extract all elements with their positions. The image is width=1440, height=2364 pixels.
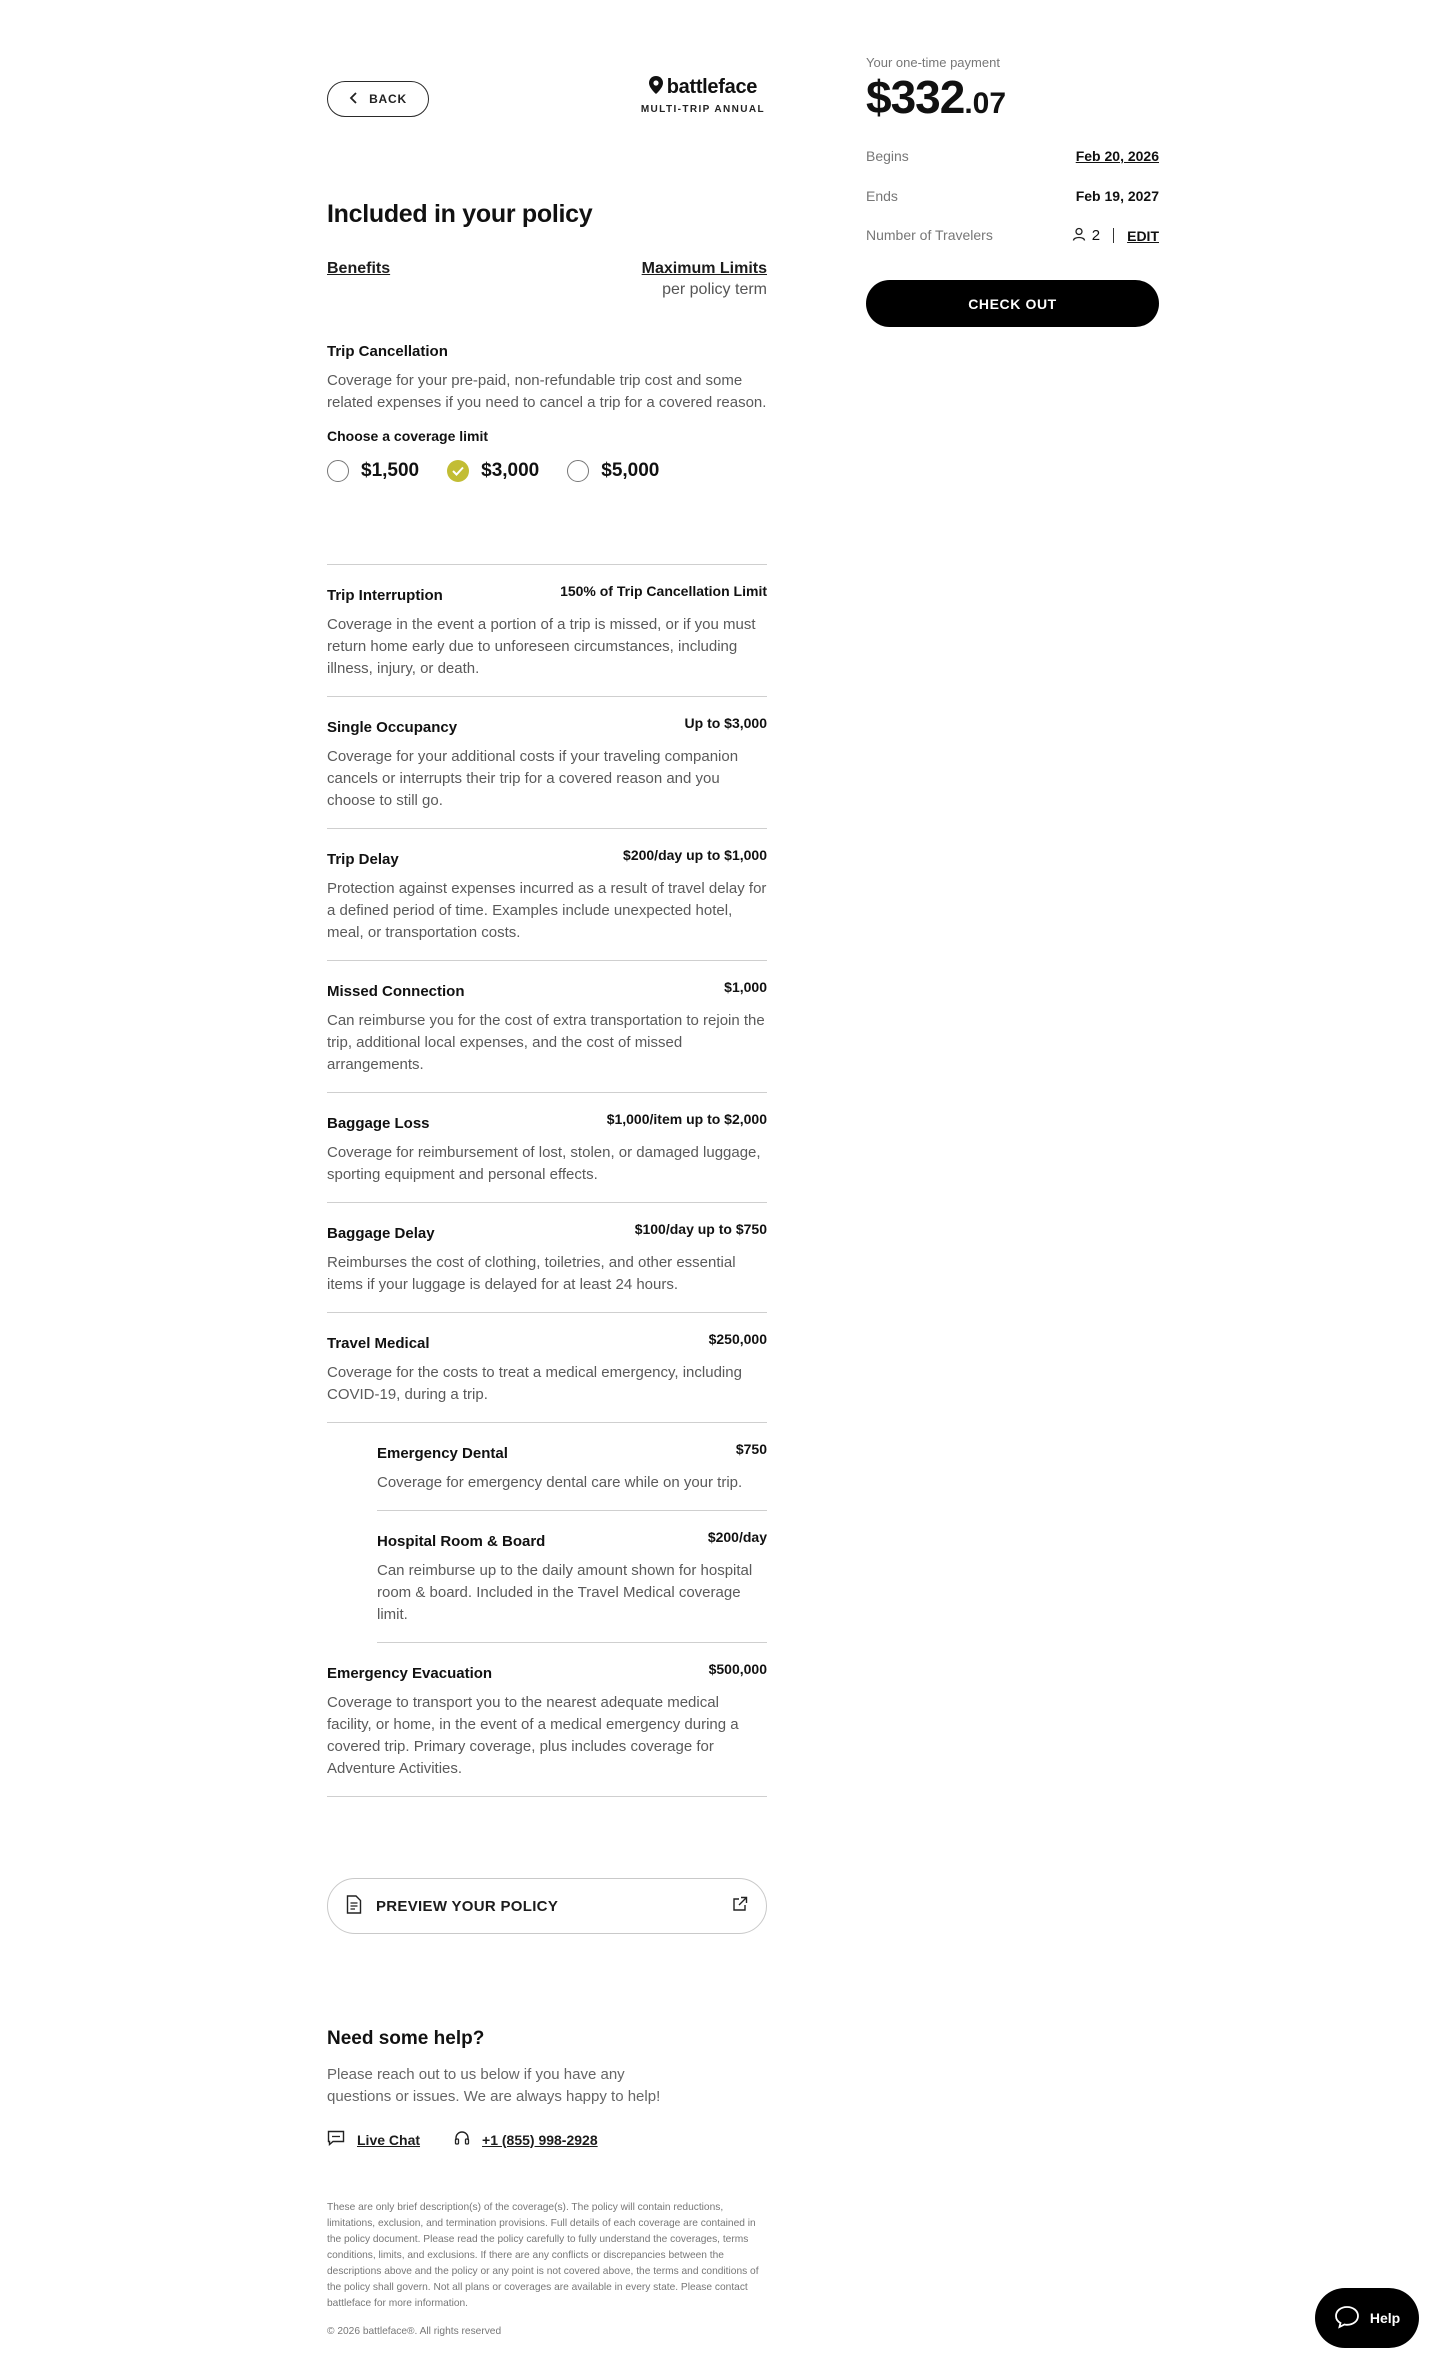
benefit-limit: $100/day up to $750 bbox=[634, 1221, 767, 1237]
back-button[interactable] bbox=[327, 81, 429, 117]
benefit-desc: Coverage in the event a portion of a trip is missed, or if you must return home early due to unforeseen circumstances, including illness, injury, or death. bbox=[327, 616, 756, 677]
benefit-trip-delay bbox=[327, 829, 767, 961]
benefit-desc: Reimburses the cost of clothing, toiletries, and other essential items if your luggage is delayed for at least 24 hours. bbox=[327, 1254, 736, 1293]
benefit-limit: $750 bbox=[735, 1441, 767, 1457]
benefit-baggage-loss bbox=[327, 1093, 767, 1203]
chevron-left-icon bbox=[349, 92, 359, 107]
phone-link[interactable] bbox=[454, 2130, 598, 2149]
begins-row bbox=[866, 148, 1159, 164]
benefit-name: Travel Medical bbox=[327, 1335, 430, 1352]
edit-travelers-button[interactable]: EDIT bbox=[1127, 227, 1159, 244]
benefit-desc: Can reimburse you for the cost of extra transportation to rejoin the trip, additional local expenses, and the cost of missed arrangements. bbox=[327, 1012, 765, 1073]
benefit-name: Single Occupancy bbox=[327, 719, 458, 736]
benefit-emergency-dental bbox=[377, 1423, 767, 1511]
travelers-row bbox=[866, 227, 1159, 244]
benefit-name: Emergency Evacuation bbox=[327, 1665, 493, 1682]
ends-label: Ends bbox=[866, 188, 898, 204]
begins-label: Begins bbox=[866, 148, 909, 164]
benefit-desc: Can reimburse up to the daily amount shown for hospital room & board. Included in the Travel Medical coverage limit. bbox=[377, 1562, 753, 1623]
benefit-name: Baggage Loss bbox=[327, 1115, 430, 1132]
price-cents: .07 bbox=[964, 87, 1007, 120]
legal-disclaimer: These are only brief description(s) of the coverage(s). The policy will contain reductions, limitations, exclusion, and termination provisions. Full details of each coverage are contained in the policy document. Please read the policy carefully to fully understand the coverages, terms conditions, limits, and exclusions. If there are any conflicts or discrepancies between the descriptions above and the policy or any point is not covered above, the terms and conditions of the policy shall govern. Not all plans or coverages are available in every state. Please contact battleface for more information. bbox=[327, 2202, 759, 2309]
benefit-single-occupancy bbox=[327, 697, 767, 829]
benefit-name: Hospital Room & Board bbox=[377, 1533, 546, 1550]
limits-column-label[interactable]: Maximum Limits bbox=[641, 260, 767, 277]
travelers-label: Number of Travelers bbox=[866, 227, 993, 243]
benefit-desc: Coverage for the costs to treat a medical emergency, including COVID-19, during a trip. bbox=[327, 1364, 742, 1403]
chat-icon bbox=[327, 2130, 345, 2149]
main-column bbox=[327, 0, 767, 2337]
radio-unchecked-icon bbox=[327, 460, 349, 482]
live-chat-link[interactable] bbox=[327, 2130, 420, 2149]
benefit-name: Trip Delay bbox=[327, 851, 399, 868]
trip-cancellation-desc: Coverage for your pre-paid, non-refundable trip cost and some related expenses if you need to cancel a trip for a covered reason. bbox=[327, 372, 767, 411]
help-fab-label: Help bbox=[1369, 2310, 1401, 2326]
plan-name: MULTI-TRIP ANNUAL bbox=[640, 104, 765, 115]
benefit-name: Missed Connection bbox=[327, 983, 465, 1000]
benefit-emergency-evacuation bbox=[327, 1643, 767, 1797]
coverage-limit-options bbox=[327, 460, 767, 482]
benefit-limit: $1,000 bbox=[724, 979, 767, 995]
copyright: © 2026 battleface®. All rights reserved bbox=[327, 2326, 502, 2337]
radio-unchecked-icon bbox=[567, 460, 589, 482]
payment-label: Your one-time payment bbox=[866, 55, 1000, 70]
benefit-limit: $250,000 bbox=[708, 1331, 767, 1347]
travelers-value: 2 bbox=[1091, 227, 1101, 244]
benefit-limit: $200/day up to $1,000 bbox=[623, 847, 767, 863]
travel-medical-sub-benefits bbox=[377, 1423, 767, 1643]
trip-cancellation-title: Trip Cancellation bbox=[327, 343, 448, 360]
benefit-missed-connection bbox=[327, 961, 767, 1093]
price bbox=[866, 70, 1006, 124]
ends-row bbox=[866, 188, 1159, 204]
ends-value: Feb 19, 2027 bbox=[1075, 188, 1159, 204]
benefit-trip-interruption bbox=[327, 565, 767, 697]
coverage-option-1500[interactable] bbox=[327, 460, 419, 482]
location-pin-icon bbox=[649, 76, 663, 99]
benefit-limit: 150% of Trip Cancellation Limit bbox=[560, 583, 767, 599]
brand-name: battleface bbox=[666, 76, 758, 98]
coverage-option-label: $3,000 bbox=[481, 460, 540, 481]
person-icon bbox=[1072, 227, 1086, 244]
benefit-travel-medical bbox=[327, 1313, 767, 1423]
coverage-option-3000[interactable] bbox=[447, 460, 539, 482]
benefit-hospital-room-board bbox=[377, 1511, 767, 1643]
back-label: BACK bbox=[369, 92, 407, 106]
limits-column-sublabel: per policy term bbox=[662, 281, 767, 298]
trip-cancellation-section bbox=[327, 343, 767, 482]
benefit-desc: Coverage for your additional costs if your traveling companion cancels or interrupts their trip for a covered reason and you choose to still go. bbox=[327, 748, 739, 809]
benefit-limit: $500,000 bbox=[708, 1661, 767, 1677]
benefit-name: Emergency Dental bbox=[377, 1445, 508, 1462]
benefit-desc: Coverage to transport you to the nearest adequate medical facility, or home, in the event of a medical emergency during a covered trip. Primary coverage, plus includes coverage for Adventure Activities. bbox=[327, 1694, 739, 1777]
coverage-option-label: $5,000 bbox=[601, 460, 660, 481]
brand-logo bbox=[641, 76, 765, 115]
preview-policy-label: PREVIEW YOUR POLICY bbox=[376, 1897, 559, 1915]
benefit-limit: Up to $3,000 bbox=[684, 715, 767, 731]
benefit-limit: $200/day bbox=[707, 1529, 767, 1545]
benefits-column-label[interactable]: Benefits bbox=[327, 260, 391, 277]
coverage-option-label: $1,500 bbox=[361, 460, 420, 481]
header bbox=[327, 0, 767, 140]
external-link-icon bbox=[732, 1896, 748, 1916]
benefit-limit: $1,000/item up to $2,000 bbox=[606, 1111, 767, 1127]
divider bbox=[1113, 228, 1114, 243]
preview-policy-button[interactable] bbox=[327, 1878, 767, 1934]
price-dollars: $332 bbox=[866, 71, 965, 123]
benefit-desc: Coverage for emergency dental care while on your trip. bbox=[377, 1474, 743, 1491]
radio-checked-icon bbox=[447, 460, 469, 482]
benefit-name: Trip Interruption bbox=[327, 587, 443, 604]
coverage-option-5000[interactable] bbox=[567, 460, 659, 482]
document-icon bbox=[346, 1895, 362, 1918]
checkout-button[interactable]: CHECK OUT bbox=[866, 280, 1159, 327]
help-chat-button[interactable] bbox=[1315, 2288, 1419, 2348]
benefit-name: Baggage Delay bbox=[327, 1225, 435, 1242]
help-section bbox=[327, 2028, 767, 2149]
headset-icon bbox=[454, 2130, 470, 2149]
benefits-list bbox=[327, 564, 767, 1797]
benefit-desc: Coverage for reimbursement of lost, stolen, or damaged luggage, sporting equipment and personal effects. bbox=[327, 1144, 761, 1183]
begins-value[interactable]: Feb 20, 2026 bbox=[1075, 148, 1159, 164]
help-text: Please reach out to us below if you have any questions or issues. We are always happy to help! bbox=[327, 2066, 661, 2105]
benefit-baggage-delay bbox=[327, 1203, 767, 1313]
benefit-desc: Protection against expenses incurred as a result of travel delay for a defined period of time. Examples include unexpected hotel, meal, or transportation costs. bbox=[327, 880, 767, 941]
chat-bubble-icon bbox=[1334, 2305, 1360, 2332]
phone-label: +1 (855) 998-2928 bbox=[482, 2131, 598, 2148]
coverage-limit-label: Choose a coverage limit bbox=[327, 428, 489, 444]
help-title: Need some help? bbox=[327, 2028, 485, 2049]
page-title: Included in your policy bbox=[327, 200, 593, 228]
live-chat-label: Live Chat bbox=[357, 2131, 421, 2148]
